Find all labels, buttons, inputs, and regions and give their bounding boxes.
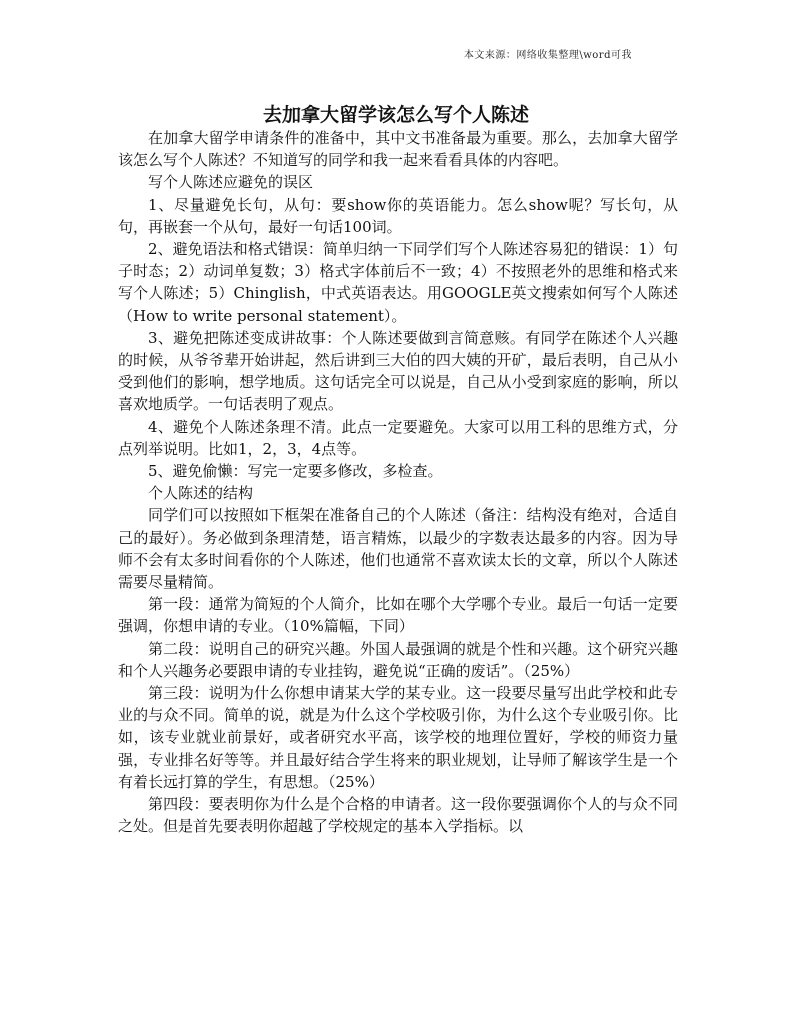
section-heading-structure: 个人陈述的结构 — [148, 484, 254, 503]
paragraph-item-4: 4、避免个人陈述条理不清。此点一定要避免。大家可以用工科的思维方式，分点列举说明。比如1，2，3，4点等。 — [118, 417, 678, 458]
document-title: 去加拿大留学该怎么写个人陈述 — [262, 104, 529, 126]
paragraph-item-5: 5、避免偷懒：写完一定要多修改，多检查。 — [148, 462, 443, 481]
paragraph-section-4: 第四段：要表明你为什么是个合格的申请者。这一段你要强调你个人的与众不同之处。但是首先要表明你超越了学校规定的基本入学指标。以 — [118, 795, 678, 836]
paragraph-section-3: 第三段：说明为什么你想申请某大学的某专业。这一段要尽量写出此学校和此专业的与众不同。简单的说，就是为什么这个学校吸引你，为什么这个专业吸引你。比如，该专业就业前景好，或者研究水平高，该学校的地理位置好，学校的师资力量强，专业排名好等等。并且最好结合学生将来的职业规划，让导师了解该学生是一个有着长远打算的学生，有思想。（25%） — [118, 684, 678, 791]
structure-intro-paragraph: 同学们可以按照如下框架在准备自己的个人陈述（备注：结构没有绝对，合适自己的最好）。务必做到条理清楚，语言精炼，以最少的字数表达最多的内容。因为导师不会有太多时间看你的个人陈述，他们也通常不喜欢读太长的文章，所以个人陈述需要尽量精简。 — [118, 506, 678, 592]
paragraph-section-2: 第二段：说明自己的研究兴趣。外国人最强调的就是个性和兴趣。这个研究兴趣和个人兴趣务必要跟申请的专业挂钩，避免说“正确的废话”。（25%） — [118, 639, 678, 680]
paragraph-section-1: 第一段：通常为简短的个人简介，比如在哪个大学哪个专业。最后一句话一定要强调，你想申请的专业。（10%篇幅，下同） — [118, 595, 678, 636]
source-note: 本文来源：网络收集整理\word可我 — [463, 50, 632, 61]
paragraph-item-1: 1、尽量避免长句，从句：要show你的英语能力。怎么show呢？写长句，从句，再嵌套一个从句，最好一句话100词。 — [118, 195, 678, 236]
paragraph-item-3: 3、避免把陈述变成讲故事：个人陈述要做到言简意赅。有同学在陈述个人兴趣的时候，从爷爷辈开始讲起，然后讲到三大伯的四大姨的开矿，最后表明，自己从小受到他们的影响，想学地质。这句话完全可以说是，自己从小受到家庭的影响，所以喜欢地质学。一句话表明了观点。 — [118, 328, 678, 414]
intro-paragraph: 在加拿大留学申请条件的准备中，其中文书准备最为重要。那么，去加拿大留学该怎么写个人陈述？不知道写的同学和我一起来看看具体的内容吧。 — [118, 129, 678, 170]
paragraph-item-2: 2、避免语法和格式错误：简单归纳一下同学们写个人陈述容易犯的错误：1）句子时态；2）动词单复数；3）格式字体前后不一致；4）不按照老外的思维和格式来写个人陈述；5）Chinglish，中式英语表达。用GOOGLE英文搜索如何写个人陈述（How to write personal statement）。 — [118, 240, 678, 325]
document-body — [118, 127, 678, 838]
section-heading-mistakes: 写个人陈述应避免的误区 — [148, 173, 314, 192]
